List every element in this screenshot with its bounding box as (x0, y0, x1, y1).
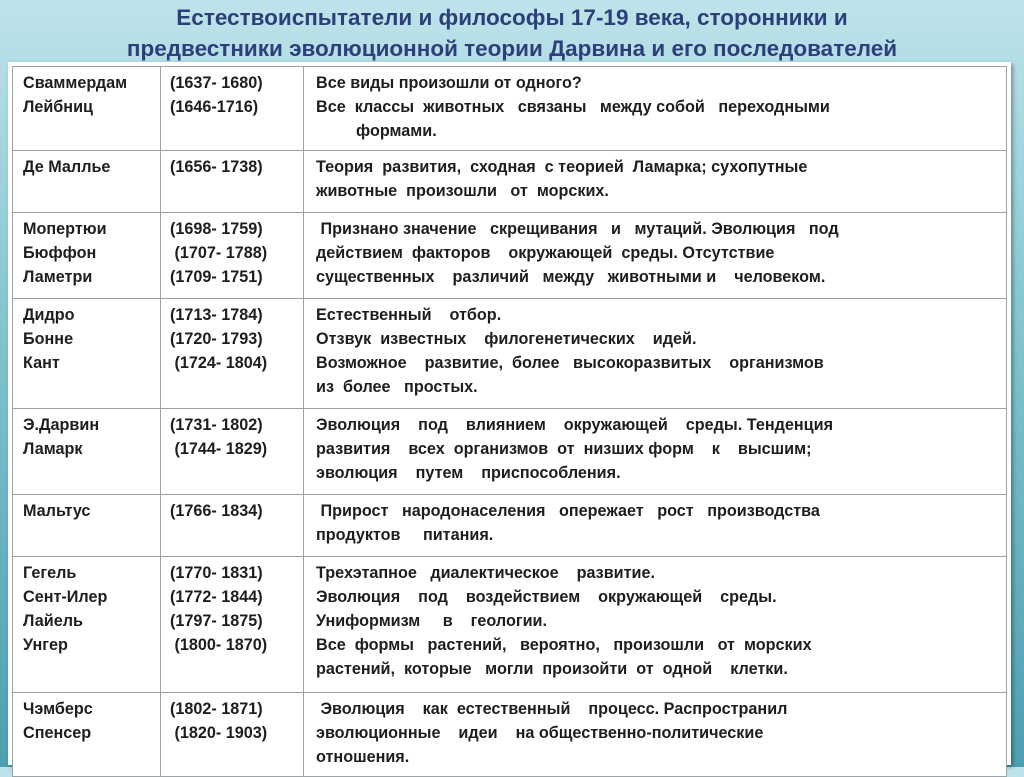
description-line: Эволюция как естественный процесс. Распространил (316, 700, 788, 718)
description-line: действием факторов окружающей среды. Отсутствие (316, 244, 775, 262)
years-line: (1802- 1871) (170, 700, 263, 718)
years-line: (1724- 1804) (170, 354, 268, 372)
table-row (13, 299, 1007, 409)
years-line: (1707- 1788) (170, 244, 268, 262)
years-cell (161, 151, 304, 213)
description-line: эволюция путем приспособления. (316, 464, 621, 482)
description-line: формами. (356, 122, 437, 140)
slide-title (0, 2, 1024, 64)
years-line: (1656- 1738) (170, 158, 263, 176)
names-line: Гегель (23, 564, 77, 582)
years-cell (161, 693, 304, 777)
names-cell (13, 67, 161, 151)
names-line: Мальтус (23, 502, 91, 520)
description-line: Эволюция под влиянием окружающей среды. Тенденция (316, 416, 834, 434)
table-row (13, 213, 1007, 299)
table-body (13, 67, 1007, 777)
years-line: (1731- 1802) (170, 416, 263, 434)
names-line: Лейбниц (23, 98, 93, 116)
names-line: Бонне (23, 330, 74, 348)
description-cell (304, 299, 1007, 409)
description-line: Эволюция под воздействием окружающей среды. (316, 588, 777, 606)
description-line: Естественный отбор. (316, 306, 502, 324)
names-cell (13, 693, 161, 777)
years-line: (1646-1716) (170, 98, 259, 116)
years-line: (1800- 1870) (170, 636, 268, 654)
description-line: отношения. (316, 748, 410, 766)
names-cell (13, 151, 161, 213)
table-row (13, 67, 1007, 151)
years-line: (1797- 1875) (170, 612, 263, 630)
description-line: Трехэтапное диалектическое развитие. (316, 564, 655, 582)
description-cell (304, 213, 1007, 299)
description-line: животные произошли от морских. (316, 182, 609, 200)
description-cell (304, 67, 1007, 151)
years-line: (1698- 1759) (170, 220, 263, 238)
table-row (13, 557, 1007, 693)
years-line: (1820- 1903) (170, 724, 268, 742)
description-line: Теория развития, сходная с теорией Ламарка; сухопутные (316, 158, 808, 176)
years-cell (161, 299, 304, 409)
table-frame (8, 62, 1011, 765)
names-line: Мопертюи (23, 220, 107, 238)
names-cell (13, 299, 161, 409)
table-row (13, 495, 1007, 557)
names-cell (13, 557, 161, 693)
description-line: растений, которые могли произойти от одной клетки. (316, 660, 788, 678)
description-line: Прирост народонаселения опережает рост производства (316, 502, 820, 520)
description-cell (304, 409, 1007, 495)
description-line: из более простых. (316, 378, 478, 396)
years-line: (1744- 1829) (170, 440, 268, 458)
years-cell (161, 495, 304, 557)
description-line: Все формы растений, вероятно, произошли от морских (316, 636, 812, 654)
title-line-2: предвестники эволюционной теории Дарвина и его последователей (126, 36, 898, 61)
names-cell (13, 409, 161, 495)
names-line: Лайель (23, 612, 83, 630)
years-line: (1772- 1844) (170, 588, 263, 606)
table-row (13, 151, 1007, 213)
names-line: Дидро (23, 306, 75, 324)
years-cell (161, 409, 304, 495)
names-cell (13, 495, 161, 557)
philosophers-table (12, 66, 1007, 777)
description-line: Все классы животных связаны между собой переходными (316, 98, 830, 116)
description-line: продуктов питания. (316, 526, 494, 544)
description-cell (304, 693, 1007, 777)
description-line: Признано значение скрещивания и мутаций. Эволюция под (316, 220, 839, 238)
description-cell (304, 557, 1007, 693)
years-cell (161, 213, 304, 299)
years-line: (1720- 1793) (170, 330, 263, 348)
description-cell (304, 495, 1007, 557)
years-line: (1766- 1834) (170, 502, 263, 520)
table-row (13, 693, 1007, 777)
table-row (13, 409, 1007, 495)
names-line: Сент-Илер (23, 588, 108, 606)
names-line: Э.Дарвин (23, 416, 100, 434)
names-line: Унгер (23, 636, 68, 654)
years-line: (1637- 1680) (170, 74, 263, 92)
description-line: Отзвук известных филогенетических идей. (316, 330, 697, 348)
title-line-1: Естествоиспытатели и философы 17-19 века, сторонники и (176, 5, 848, 30)
names-line: Кант (23, 354, 60, 372)
years-line: (1770- 1831) (170, 564, 263, 582)
years-cell (161, 557, 304, 693)
description-line: развития всех организмов от низших форм к высшим; (316, 440, 812, 458)
description-line: Все виды произошли от одного? (316, 74, 582, 92)
names-line: Ламарк (23, 440, 83, 458)
names-cell (13, 213, 161, 299)
names-line: Спенсер (23, 724, 92, 742)
names-line: Бюффон (23, 244, 97, 262)
years-cell (161, 67, 304, 151)
names-line: Сваммердам (23, 74, 128, 92)
names-line: Де Маллье (23, 158, 111, 176)
names-line: Ламетри (23, 268, 93, 286)
years-line: (1709- 1751) (170, 268, 263, 286)
names-line: Чэмберс (23, 700, 93, 718)
description-line: существенных различий между животными и человеком. (316, 268, 826, 286)
description-cell (304, 151, 1007, 213)
description-line: Униформизм в геологии. (316, 612, 547, 630)
description-line: Возможное развитие, более высокоразвитых организмов (316, 354, 824, 372)
years-line: (1713- 1784) (170, 306, 263, 324)
description-line: эволюционные идеи на общественно-политические (316, 724, 764, 742)
